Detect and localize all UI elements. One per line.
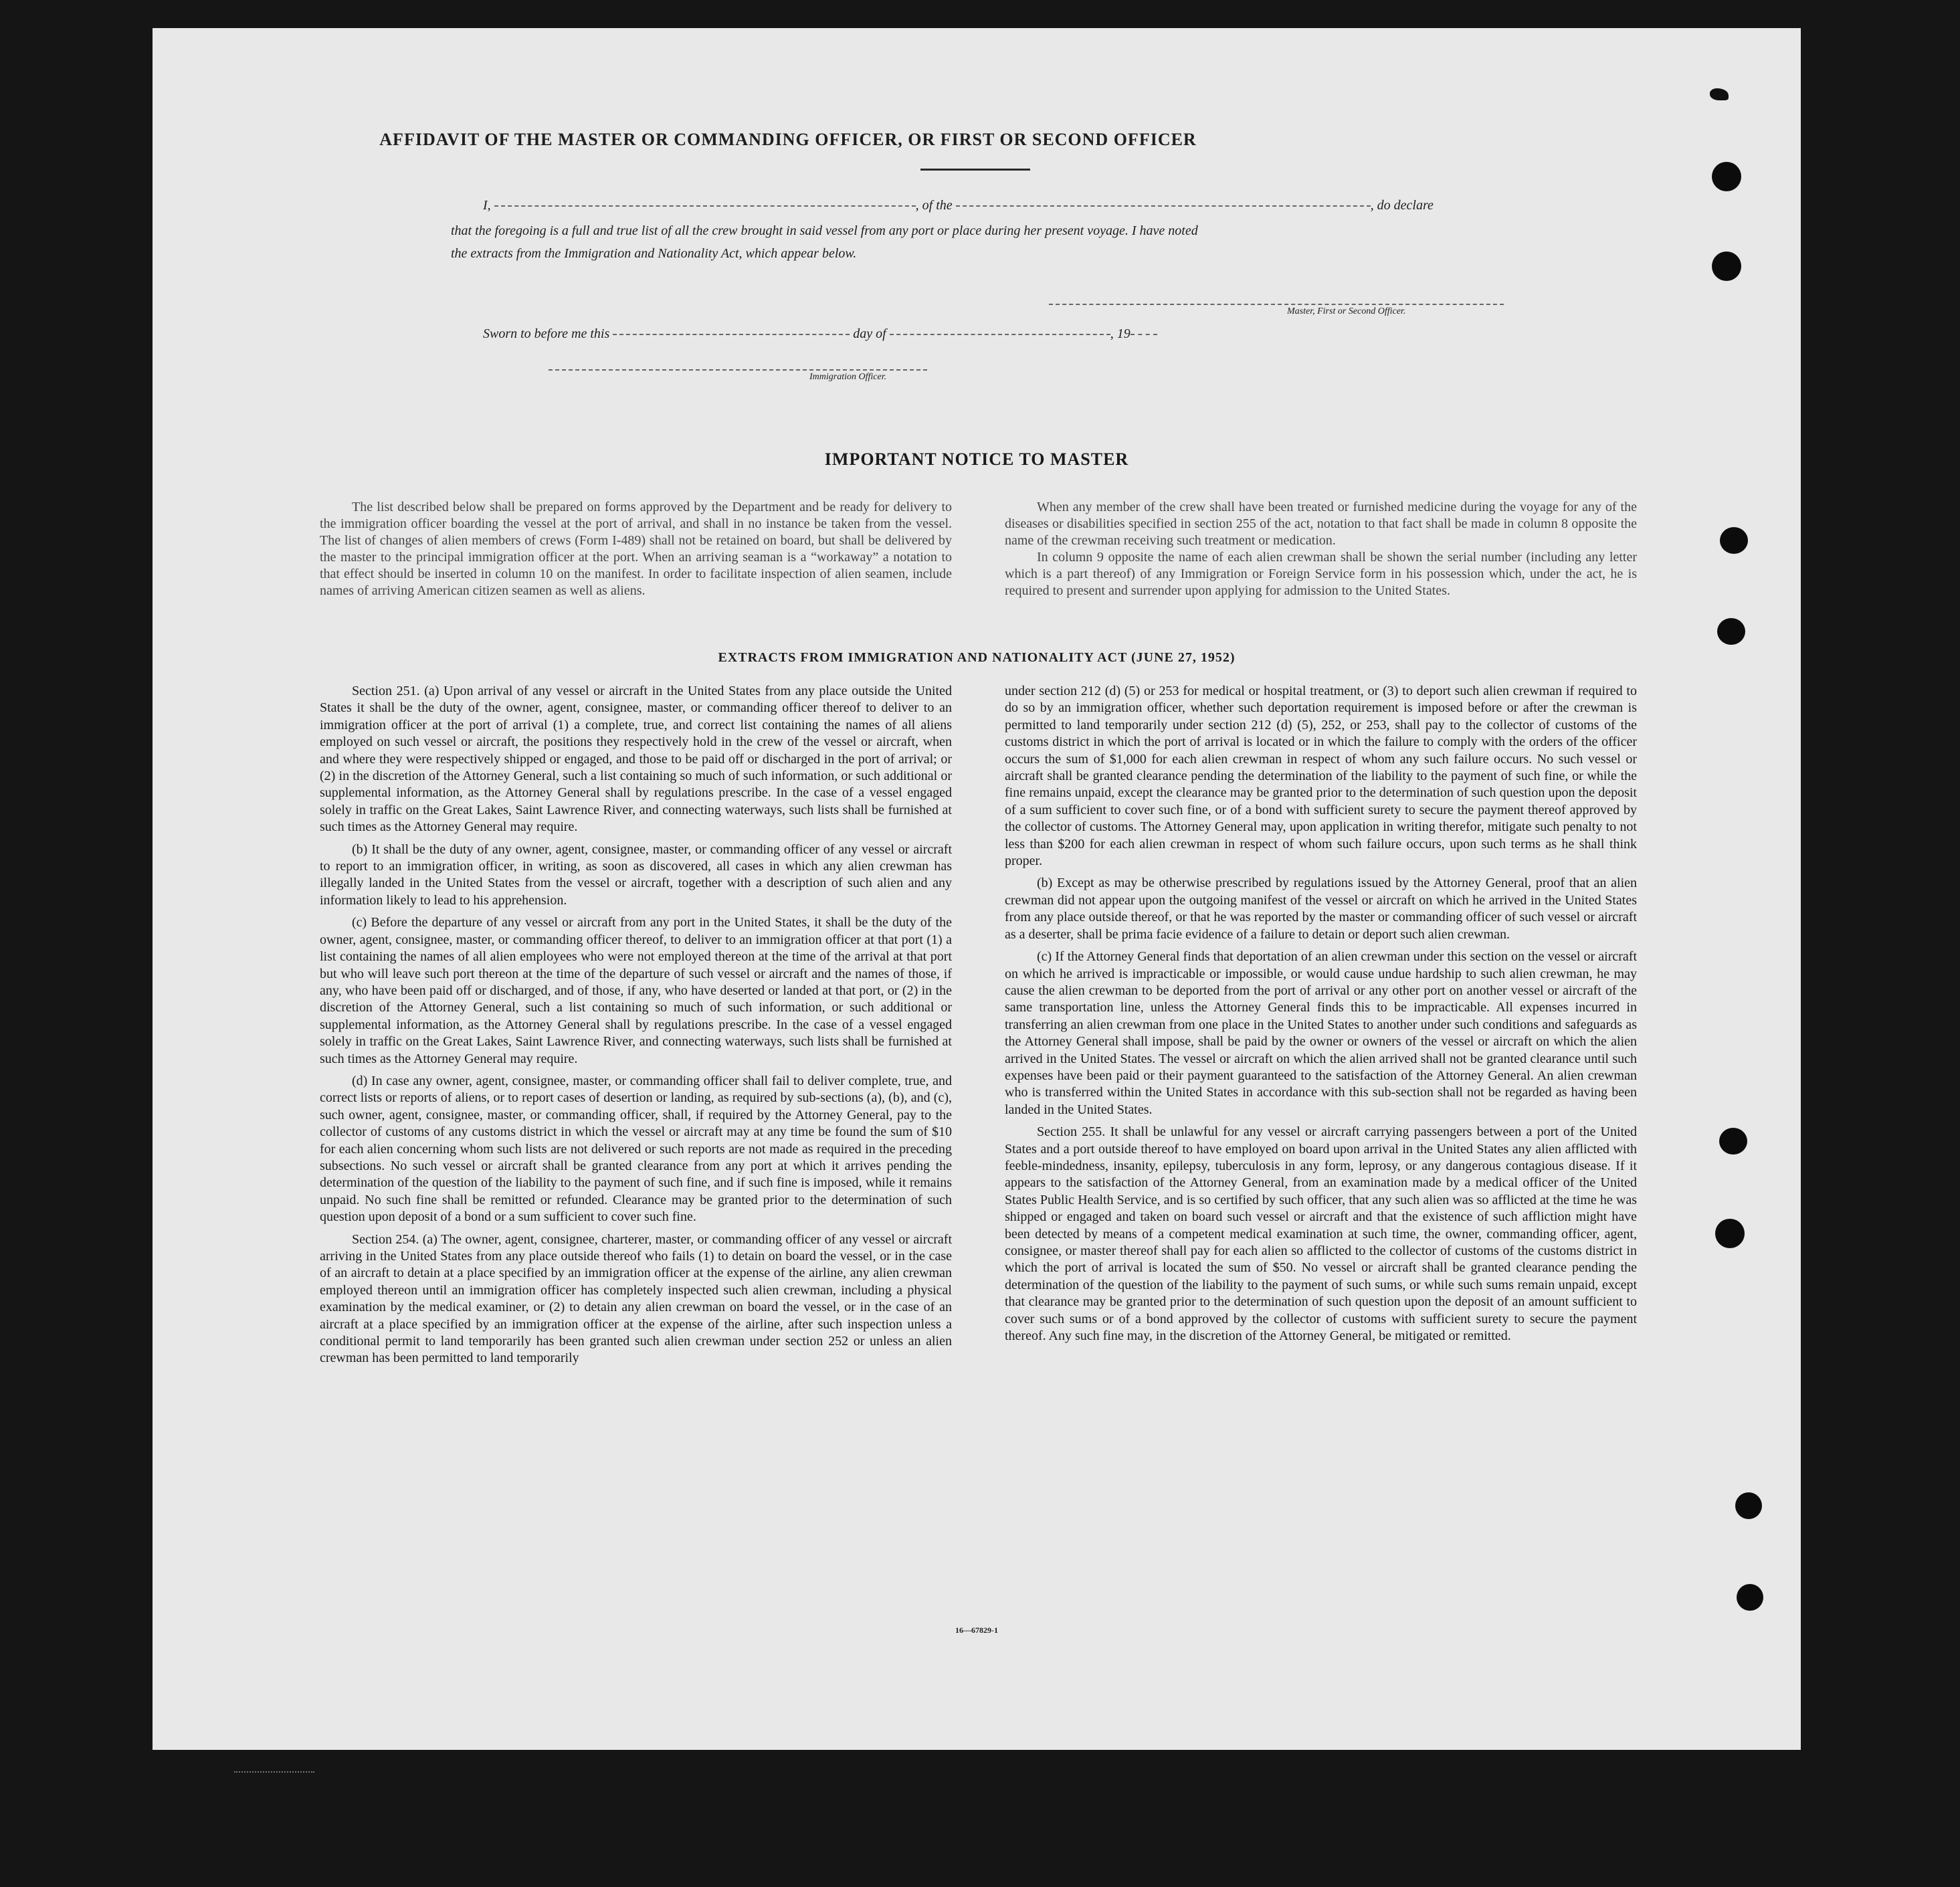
punch-hole [1712,252,1741,281]
notice-paragraph: When any member of the crew shall have been treated or furnished medicine during the voyage for any of the diseases or disabilities specified in section 255 of the act, notation to that fact shall be made in column 8 opposite the name of the crewman receiving such treatment or medication. [1005,500,1637,548]
punch-hole [1737,1584,1763,1611]
of-the-label: , of the [915,198,953,213]
notice-right-column [1005,499,1637,599]
form-code: 16—67829-1 [955,1625,998,1635]
vessel-name-blank[interactable] [956,205,1371,207]
extracts-left-column [320,683,952,1373]
sworn-month-blank[interactable] [890,334,1110,335]
section-paragraph: Section 255. It shall be unlawful for any vessel or aircraft carrying passengers between a port of the United States and a port outside thereof to have employed on board upon arrival in the United States any alien afflicted with feeble-mindedness, insanity, epilepsy, tuberculosis in any form, leprosy, or any dangerous contagious disease. If it appears to the satisfaction of the Attorney General, from an examination made by a medical officer of the United States Public Health Service, and is so certified by such officer, that any such alien was so afflicted at the time he was shipped or engaged and taken on board such vessel or aircraft and that the existence of such affliction might have been detected by means of a competent medical examination at such time, the owner, commanding officer, agent, consignee, or master thereof shall pay for each alien so afflicted to the collector of customs of the customs district in which the port of arrival is located the sum of $50. No vessel or aircraft shall be granted clearance pending the determination of the question of the liability to the payment of such sums, or while such sums remain unpaid, except that clearance may be granted prior to the determination of such question upon the deposit of an amount sufficient to cover such sums or of a bond approved by the collector of customs with sufficient surety to secure the payment thereof. Any such fine may, in the discretion of the Attorney General, be mitigated or remitted. [1005,1124,1637,1344]
declarant-name-blank[interactable] [494,205,916,207]
ink-mark [1710,88,1729,100]
punch-hole [1712,162,1741,191]
notice-title: IMPORTANT NOTICE TO MASTER [824,450,1129,469]
section-paragraph: Section 251. (a) Upon arrival of any vessel or aircraft in the United States from any place outside the United States it shall be the duty of the owner, agent, consignee, master, or commanding officer thereof to deliver to an immigration officer at the port of arrival (1) a complete, true, and correct list containing the names of all aliens employed on such vessel or aircraft, the positions they respectively hold in the crew of the vessel or aircraft, when and where they were respectively shipped or engaged, and those to be paid off or discharged in the port of arrival; or (2) in the discretion of the Attorney General, such a list containing so much of such information, or such additional or supplemental information, as the Attorney General shall by regulations prescribe. In the case of a vessel engaged solely in traffic on the Great Lakes, Saint Lawrence River, and connecting waterways, such lists shall be furnished at such times as the Attorney General may require. [320,684,952,835]
punch-hole [1735,1492,1762,1519]
master-signature-line[interactable] [1049,304,1504,305]
section-paragraph: (b) It shall be the duty of any owner, agent, consignee, master, or commanding officer of any vessel or aircraft to report to an immigration officer, in writing, as soon as discovered, all cases in which any alien crewman has illegally landed in the United States from the vessel or aircraft, together with a description of such alien and any information likely to lead to his apprehension. [320,841,952,908]
declaration-text-2: the extracts from the Immigration and Nationality Act, which appear below. [451,246,857,261]
master-signature-label: Master, First or Second Officer. [1287,306,1406,316]
film-edge-mark [234,1771,314,1777]
notice-left-column [320,499,952,599]
section-paragraph: (d) In case any owner, agent, consignee, master, or commanding officer shall fail to deliver complete, true, and correct lists or reports of aliens, or to report cases of desertion or landing, as required by sub-sections (a), (b), and (c), such owner, agent, consignee, master, or commanding officer, shall, if required by the Attorney General, pay to the collector of customs of any customs district in which the vessel or aircraft may at any time be found the sum of $10 for each alien concerning whom such lists are not delivered or such reports are not made as required in the preceding subsections. No such vessel or aircraft shall be granted clearance from any port at which it arrives pending the determination of the question of the liability to the payment of such fine, and if such fine is imposed, while it remains unpaid. No such fine shall be remitted or refunded. Clearance may be granted prior to the determination of such question upon deposit of a bond or a sum sufficient to cover such fine. [320,1073,952,1225]
punch-hole [1715,1219,1745,1248]
sworn-line [483,326,1157,342]
section-paragraph: Section 254. (a) The owner, agent, consignee, charterer, master, or commanding officer of any vessel or aircraft arriving in the United States from any place outside thereof who fails (1) to detain on board the vessel, or in the case of an aircraft to detain at a place specified by an immigration officer at the expense of the airline, any alien crewman employed thereon until an immigration officer has completely inspected such alien crewman, including a physical examination by the medical examiner, or (2) to detain any alien crewman on board the vessel, or in the case of an aircraft at a place specified by an immigration officer at the expense of the airline, after such inspection unless a conditional permit to land temporarily has been granted such alien crewman under section 252 or unless an alien crewman has been permitted to land temporarily [320,1231,952,1366]
section-paragraph: (c) Before the departure of any vessel or aircraft from any port in the United States, it shall be the duty of the owner, agent, consignee, master, or commanding officer thereof, to deliver to an immigration officer at that port (1) a list containing the names of all alien employees who were not employed thereon at the time of the arrival at that port but who will leave such port thereon at the time of the departure of such vessel or aircraft and the names of those, if any, who have been paid off or discharged, and of those, if any, who have deserted or landed at that port, or (2) in the discretion of the Attorney General, such a list containing so much of such information, or such additional or supplemental information, as the Attorney General shall by regulations prescribe. In the case of a vessel engaged solely in traffic on the Great Lakes, Saint Lawrence River, and connecting waterways, such lists shall be furnished at such times as the Attorney General may require. [320,915,952,1066]
title-rule [920,169,1030,171]
officer-signature-line[interactable] [549,369,927,371]
sworn-year-blank[interactable] [1131,334,1157,335]
document-page [153,28,1801,1750]
punch-hole [1719,1128,1747,1155]
year-label: , 19 [1110,326,1131,341]
declaration-line [483,198,1434,213]
affidavit-title: AFFIDAVIT OF THE MASTER OR COMMANDING OFFICER, OR FIRST OR SECOND OFFICER [379,130,1197,149]
notice-paragraph: In column 9 opposite the name of each alien crewman shall be shown the serial number (including any letter which is a part thereof) of any Immigration or Foreign Service form in his possession which, under the act, he is required to present and surrender upon applying for admission to the United States. [1005,550,1637,598]
section-paragraph: (c) If the Attorney General finds that deportation of an alien crewman under this section on the vessel or aircraft on which he arrived is impracticable or impossible, or would cause undue hardship to such alien crewman, he may cause the alien crewman to be deported from the port of arrival or any other port on another vessel or aircraft of the same transportation line, unless the Attorney General finds this to be impracticable. All expenses incurred in transferring an alien crewman from one place in the United States to another under such conditions and safeguards as the Attorney General shall impose, shall be paid by the owner or owners of the vessel or aircraft on which the alien arrived in the United States. The vessel or aircraft on which the alien arrived shall not be granted clearance until such expenses have been paid or their payment guaranteed to the satisfaction of the Attorney General. An alien crewman who is transferred within the United States in accordance with this sub-section shall not be regarded as having been landed in the United States. [1005,949,1637,1117]
extracts-title: EXTRACTS FROM IMMIGRATION AND NATIONALITY ACT (JUNE 27, 1952) [718,650,1236,665]
day-of-label: day of [853,326,886,341]
declare-label: , do declare [1370,198,1434,213]
sworn-label: Sworn to before me this [483,326,610,341]
section-paragraph: (b) Except as may be otherwise prescribed by regulations issued by the Attorney General, proof that an alien crewman did not appear upon the outgoing manifest of the vessel or aircraft on which he arrived in the United States from any place outside thereof, or that he was reported by the master or commanding officer of such vessel or aircraft as a deserter, shall be prima facie evidence of a failure to detain or deport such alien crewman. [1005,876,1637,942]
extracts-right-column [1005,683,1637,1350]
officer-signature-label: Immigration Officer. [809,372,887,382]
notice-paragraph: The list described below shall be prepared on forms approved by the Department and be ready for delivery to the immigration officer boarding the vessel at the port of arrival, and shall in no instance be taken from the vessel. The list of changes of alien members of crews (Form I-489) shall not be retained on board, but shall be delivered by the master to the principal immigration officer at the port. When an arriving seaman is a “workaway” a notation to that effect should be inserted in column 10 on the manifest. In order to facilitate inspection of alien seamen, include names of arriving American citizen seamen as well as aliens. [320,500,952,598]
punch-hole [1717,618,1745,645]
section-paragraph: under section 212 (d) (5) or 253 for medical or hospital treatment, or (3) to deport such alien crewman if required to do so by an immigration officer, whether such deportation requirement is imposed before or after the crewman is permitted to land temporarily under section 212 (d) (5), 252, or 253, shall pay to the collector of customs of the customs district in which the port of arrival is located or in which the failure to comply with the orders of the officer occurs the sum of $1,000 for each alien crewman in respect of whom any such failure occurs. No such vessel or aircraft shall be granted clearance pending the determination of the liability to the payment of such fine, or while the fine remains unpaid, except the clearance may be granted prior to the determination of such question upon the deposit of a sum sufficient to cover such fine, or of a bond with sufficient surety to secure the payment thereof approved by the collector of customs. The Attorney General may, upon application in writing therefor, mitigate such penalty to not less than $200 for each alien crewman in respect of whom such failure occurs, upon such terms as he shall think proper. [1005,684,1637,869]
sworn-day-blank[interactable] [613,334,850,335]
punch-hole [1720,527,1748,554]
declarant-prefix: I, [483,198,491,213]
declaration-text: that the foregoing is a full and true list of all the crew brought in said vessel from any port or place during her present voyage. I have noted [451,223,1198,238]
